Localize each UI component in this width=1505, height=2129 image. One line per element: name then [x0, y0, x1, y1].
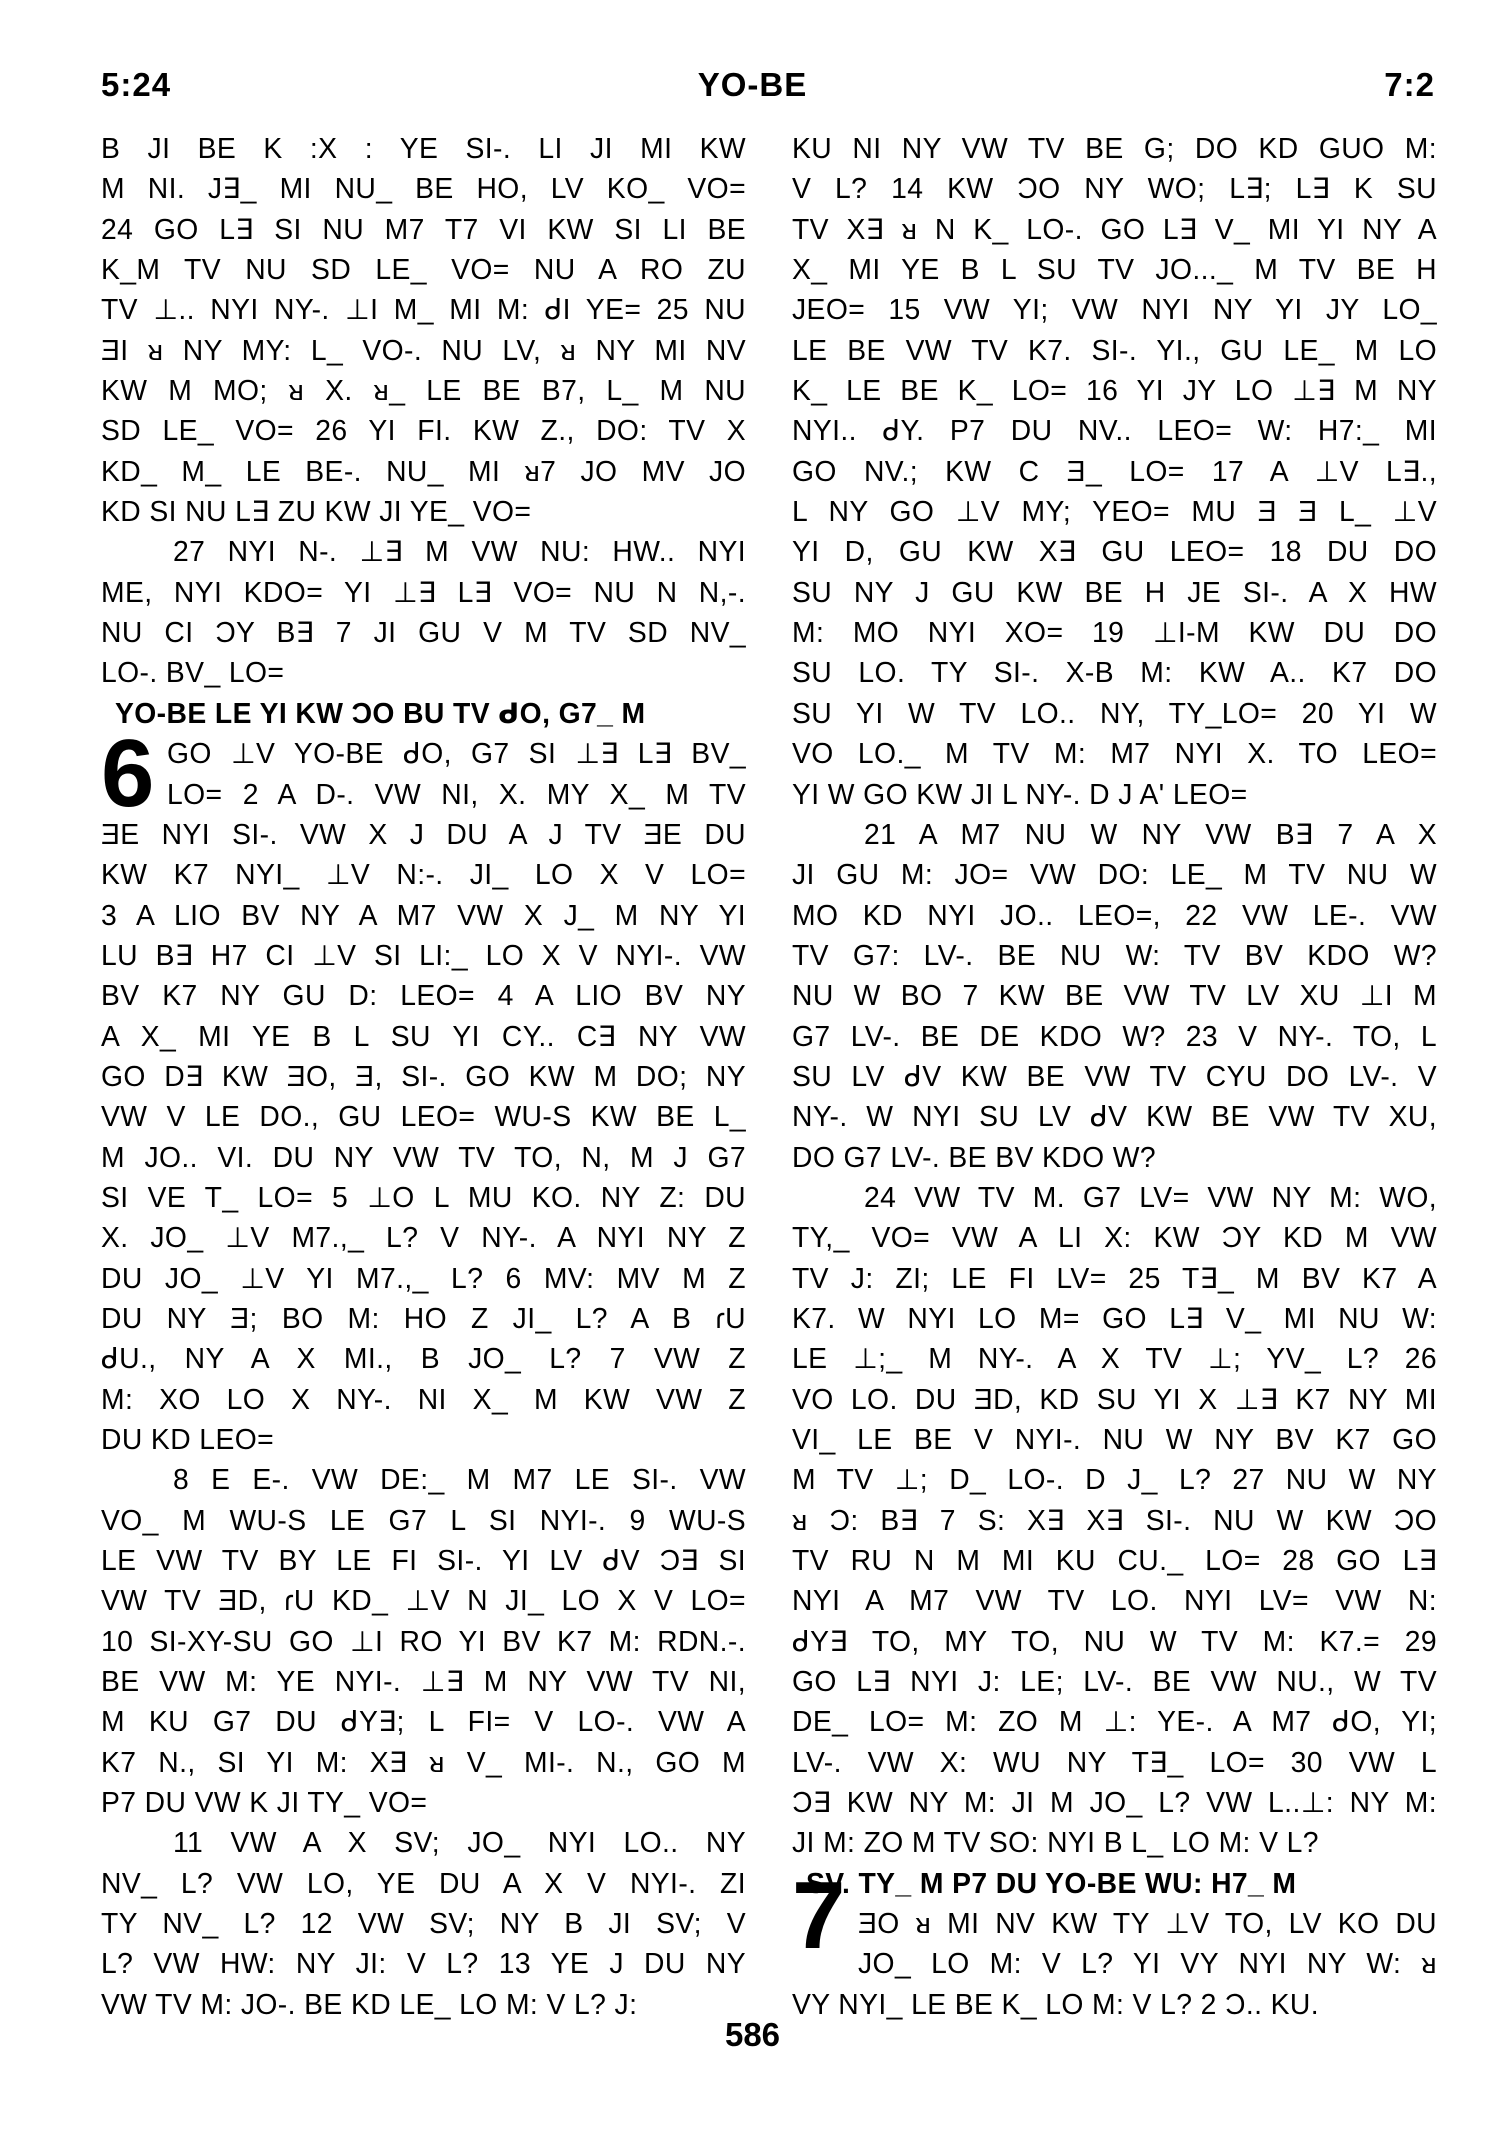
text-line: NU W BO 7 KW BE VW TV LV XU ⊥I M — [792, 979, 1437, 1012]
text-line: 10 SI-XY-SU GO ⊥I RO YI BV K7 M: RDN.-. — [101, 1624, 746, 1657]
header-book-title: YO-BE — [697, 66, 808, 103]
text-line: VO LO._ M TV M: M7 NYI X. TO LEO= — [792, 737, 1437, 770]
text-line: LE VW TV BY LE FI SI-. YI LV ᑯV Ɔ∃ SI — [101, 1544, 746, 1577]
text-line: JEO= 15 VW YI; VW NYI NY YI JY LO_ — [792, 293, 1437, 326]
text-line: JI GU M: JO= VW DO: LE_ M TV NU W — [792, 858, 1437, 891]
text-line: M TV ⊥; D_ LO-. D J_ L? 27 NU W NY — [792, 1463, 1437, 1496]
text-line: YO-BE LE YI KW ƆO BU TV ᑯO, G7_ M — [115, 696, 646, 729]
text-line: G7 LV-. BE DE KDO W? 23 V NY-. TO, L — [792, 1019, 1437, 1052]
text-line: L NY GO ⊥V MY; YEO= MU Ǝ Ǝ L_ ⊥V — [792, 495, 1437, 528]
text-line: MO KD NYI JO.. LEO=, 22 VW LE-. VW — [792, 898, 1437, 931]
text-line: M NI. J∃_ MI NU_ BE HO, LV KO_ VO= — [101, 172, 746, 205]
text-line: DU KD LEO= — [101, 1423, 275, 1455]
text-line: 11 VW A X SV; JO_ NYI LO.. NY — [173, 1826, 746, 1859]
header-chapter-verse-end: 7:2 — [1384, 66, 1435, 103]
text-line: TV ⊥.. NYI NY-. ⊥I M_ MI M: ᑯI YE= 25 NU — [101, 293, 746, 326]
text-line: DU NY Ǝ; BO M: HO Z JI_ L? A B ɾU — [101, 1301, 746, 1334]
text-line: 3 A LIO BV NY A M7 VW X J_ M NY YI — [101, 898, 746, 931]
text-line: LU B∃ H7 CI ⊥V SI LI:_ LO X V NYI-. VW — [101, 938, 746, 971]
text-line: 24 VW TV M. G7 LV= VW NY M: WO, — [864, 1180, 1437, 1213]
text-line: ƎO ᴚ MI NV KW TY ⊥V TO, LV KO DU — [858, 1907, 1437, 1940]
text-line: M JO.. VI. DU NY VW TV TO, N, M J G7 — [101, 1140, 746, 1173]
text-line: KU NI NY VW TV BE G; DO KD GUO M: — [792, 132, 1437, 164]
text-line: VW TV ƎD, ɾU KD_ ⊥V N JI_ LO X V LO= — [101, 1584, 746, 1617]
text-line: VO LO. DU ƎD, KD SU YI X ⊥∃ K7 NY MI — [792, 1382, 1437, 1415]
text-line: ᑯU., NY A X MI., B JO_ L? 7 VW Z — [101, 1342, 746, 1375]
text-line: SU NY J GU KW BE H JE SI-. A X HW — [792, 575, 1437, 608]
text-line: ƎE NYI SI-. VW X J DU A J TV ƎE DU — [101, 817, 746, 850]
text-line: GO NV.; KW C Ǝ_ LO= 17 A ⊥V L∃., — [792, 454, 1437, 487]
text-line: LE BE VW TV K7. SI-. YI., GU LE_ M LO — [792, 333, 1437, 366]
text-line: 8 E E-. VW DE:_ M M7 LE SI-. VW — [173, 1463, 746, 1496]
text-line: DO G7 LV-. BE BV KDO W? — [792, 1140, 1157, 1173]
text-line: NV_ L? VW LO, YE DU A X V NYI-. ZI — [101, 1866, 746, 1899]
text-line: SD LE_ VO= 26 YI FI. KW Z., DO: TV X — [101, 414, 746, 447]
text-line: VW V LE DO., GU LEO= WU-S KW BE L_ — [101, 1100, 746, 1133]
text-line: ᑯY∃ TO, MY TO, NU W TV M: K7.= 29 — [792, 1624, 1437, 1657]
text-line: M KU G7 DU ᑯY∃; L FI= V LO-. VW A — [101, 1705, 746, 1738]
header-chapter-verse-start: 5:24 — [101, 66, 172, 103]
text-line: TV J: ZI; LE FI LV= 25 T∃_ M BV K7 A — [792, 1261, 1437, 1294]
text-line: LO= 2 A D-. VW NI, X. MY X_ M TV — [167, 777, 746, 810]
text-line: X_ MI YE B L SU TV JO..._ M TV BE H — [792, 253, 1437, 286]
text-line: TY,_ VO= VW A LI X: KW ƆY KD M VW — [792, 1221, 1437, 1254]
text-line: NU CI ƆY B∃ 7 JI GU V M TV SD NV_ — [101, 616, 746, 649]
text-line: SI VE T_ LO= 5 ⊥O L MU KO. NY Z: DU — [101, 1180, 746, 1213]
text-line: VO_ M WU-S LE G7 L SI NYI-. 9 WU-S — [101, 1503, 746, 1536]
text-line: KW M MO; ᴚ X. ᴚ_ LE BE B7, L_ M NU — [101, 374, 746, 407]
text-line: GO ⊥V YO-BE ᑯO, G7 SI ⊥∃ L∃ BV_ — [167, 737, 746, 770]
text-line: ƎI ᴚ NY MY: L_ VO-. NU LV, ᴚ NY MI NV — [101, 333, 746, 366]
text-line: NY-. W NYI SU LV ᑯV KW BE VW TV XU, — [792, 1100, 1437, 1133]
left-text-column — [101, 128, 746, 2024]
text-line: V L? 14 KW ƆO NY WO; L∃; L∃ K SU — [792, 172, 1437, 205]
text-line: LO-. BV_ LO= — [101, 656, 285, 689]
text-line: DU JO_ ⊥V YI M7.,_ L? 6 MV: MV M Z — [101, 1261, 746, 1294]
text-line: M: MO NYI XO= 19 ⊥I-M KW DU DO — [792, 616, 1437, 649]
text-line: K_ LE BE K_ LO= 16 YI JY LO ⊥∃ M NY — [792, 374, 1437, 407]
text-line: DE_ LO= M: ZO M ⊥: YE-. A M7 ᑯO, YI; — [792, 1705, 1437, 1738]
text-line: KD SI NU L∃ ZU KW JI YE_ VO= — [101, 495, 532, 528]
text-line: SU LO. TY SI-. X-B M: KW A.. K7 DO — [792, 656, 1437, 689]
text-line: KW K7 NYI_ ⊥V N:-. JI_ LO X V LO= — [101, 858, 746, 891]
text-line: K_M TV NU SD LE_ VO= NU A RO ZU — [101, 253, 746, 286]
text-line: B JI BE K :X : YE SI-. LI JI MI KW — [101, 132, 746, 164]
text-line: M: XO LO X NY-. NI X_ M KW VW Z — [101, 1382, 746, 1415]
text-line: GO L∃ NYI J: LE; LV-. BE VW NU., W TV — [792, 1665, 1437, 1698]
text-line: KD_ M_ LE BE-. NU_ MI ᴚ7 JO MV JO — [101, 454, 746, 487]
text-line: VW TV M: JO-. BE KD LE_ LO M: V L? J: — [101, 1987, 638, 2020]
page-number: 586 — [724, 2016, 781, 2053]
text-line: YI D, GU KW X∃ GU LEO= 18 DU DO — [792, 535, 1437, 568]
text-line: YI W GO KW JI L NY-. D J A' LEO= — [792, 777, 1248, 810]
text-line: JO_ LO M: V L? YI VY NYI NY W: ᴚ — [858, 1947, 1437, 1980]
text-line: SU LV ᑯV KW BE VW TV CYU DO LV-. V — [792, 1059, 1437, 1092]
text-line: 24 GO L∃ SI NU M7 T7 VI KW SI LI BE — [101, 212, 746, 245]
text-line: ME, NYI KDO= YI ⊥∃ L∃ VO= NU N N,-. — [101, 575, 746, 608]
text-line: SU YI W TV LO.. NY, TY_LO= 20 YI W — [792, 696, 1437, 729]
text-line: ᴚ Ɔ: B∃ 7 S: X∃ X∃ SI-. NU W KW ƆO — [792, 1503, 1437, 1536]
text-line: A X_ MI YE B L SU YI CY.. C∃ NY VW — [101, 1019, 746, 1052]
text-line: SV. TY_ M P7 DU YO-BE WU: H7_ M — [806, 1866, 1297, 1899]
text-line: NYI.. ᑯY. P7 DU NV.. LEO= W: H7:_ MI — [792, 414, 1437, 447]
text-line: NYI A M7 VW TV LO. NYI LV= VW N: — [792, 1584, 1437, 1617]
text-line: VY NYI_ LE BE K_ LO M: V L? 2 Ɔ.. KU. — [792, 1987, 1319, 2020]
text-line: TV X∃ ᴚ N K_ LO-. GO L∃ V_ MI YI NY A — [792, 212, 1437, 245]
text-line: X. JO_ ⊥V M7.,_ L? V NY-. A NYI NY Z — [101, 1221, 746, 1254]
text-line: TV G7: LV-. BE NU W: TV BV KDO W? — [792, 938, 1437, 971]
text-line: BE VW M: YE NYI-. ⊥∃ M NY VW TV NI, — [101, 1665, 746, 1698]
text-line: TY NV_ L? 12 VW SV; NY B JI SV; V — [101, 1907, 746, 1940]
chapter-6-dropcap: 6 — [101, 720, 155, 827]
text-line: BV K7 NY GU D: LEO= 4 A LIO BV NY — [101, 979, 746, 1012]
right-text-column — [792, 128, 1437, 2024]
text-line: 27 NYI N-. ⊥∃ M VW NU: HW.. NYI — [173, 535, 746, 568]
text-line: Ɔ∃ KW NY M: JI M JO_ L? VW L..⊥: NY M: — [792, 1786, 1437, 1819]
text-line: VI_ LE BE V NYI-. NU W NY BV K7 GO — [792, 1423, 1437, 1455]
text-line: LE ⊥;_ M NY-. A X TV ⊥; YV_ L? 26 — [792, 1342, 1437, 1375]
chapter-7-dropcap: 7 — [792, 1862, 846, 1969]
text-line: TV RU N M MI KU CU._ LO= 28 GO L∃ — [792, 1544, 1437, 1577]
text-line: K7. W NYI LO M= GO L∃ V_ MI NU W: — [792, 1301, 1437, 1334]
text-line: P7 DU VW K JI TY_ VO= — [101, 1786, 428, 1819]
text-line: LV-. VW X: WU NY T∃_ LO= 30 VW L — [792, 1745, 1437, 1778]
text-line: L? VW HW: NY JI: V L? 13 YE J DU NY — [101, 1947, 746, 1980]
text-line: JI M: ZO M TV SO: NYI B L_ LO M: V L? — [792, 1826, 1319, 1859]
text-line: 21 A M7 NU W NY VW B∃ 7 A X — [864, 817, 1437, 850]
text-line: GO D∃ KW ƎO, Ǝ, SI-. GO KW M DO; NY — [101, 1059, 746, 1092]
text-line: K7 N., SI YI M: X∃ ᴚ V_ MI-. N., GO M — [101, 1745, 746, 1778]
